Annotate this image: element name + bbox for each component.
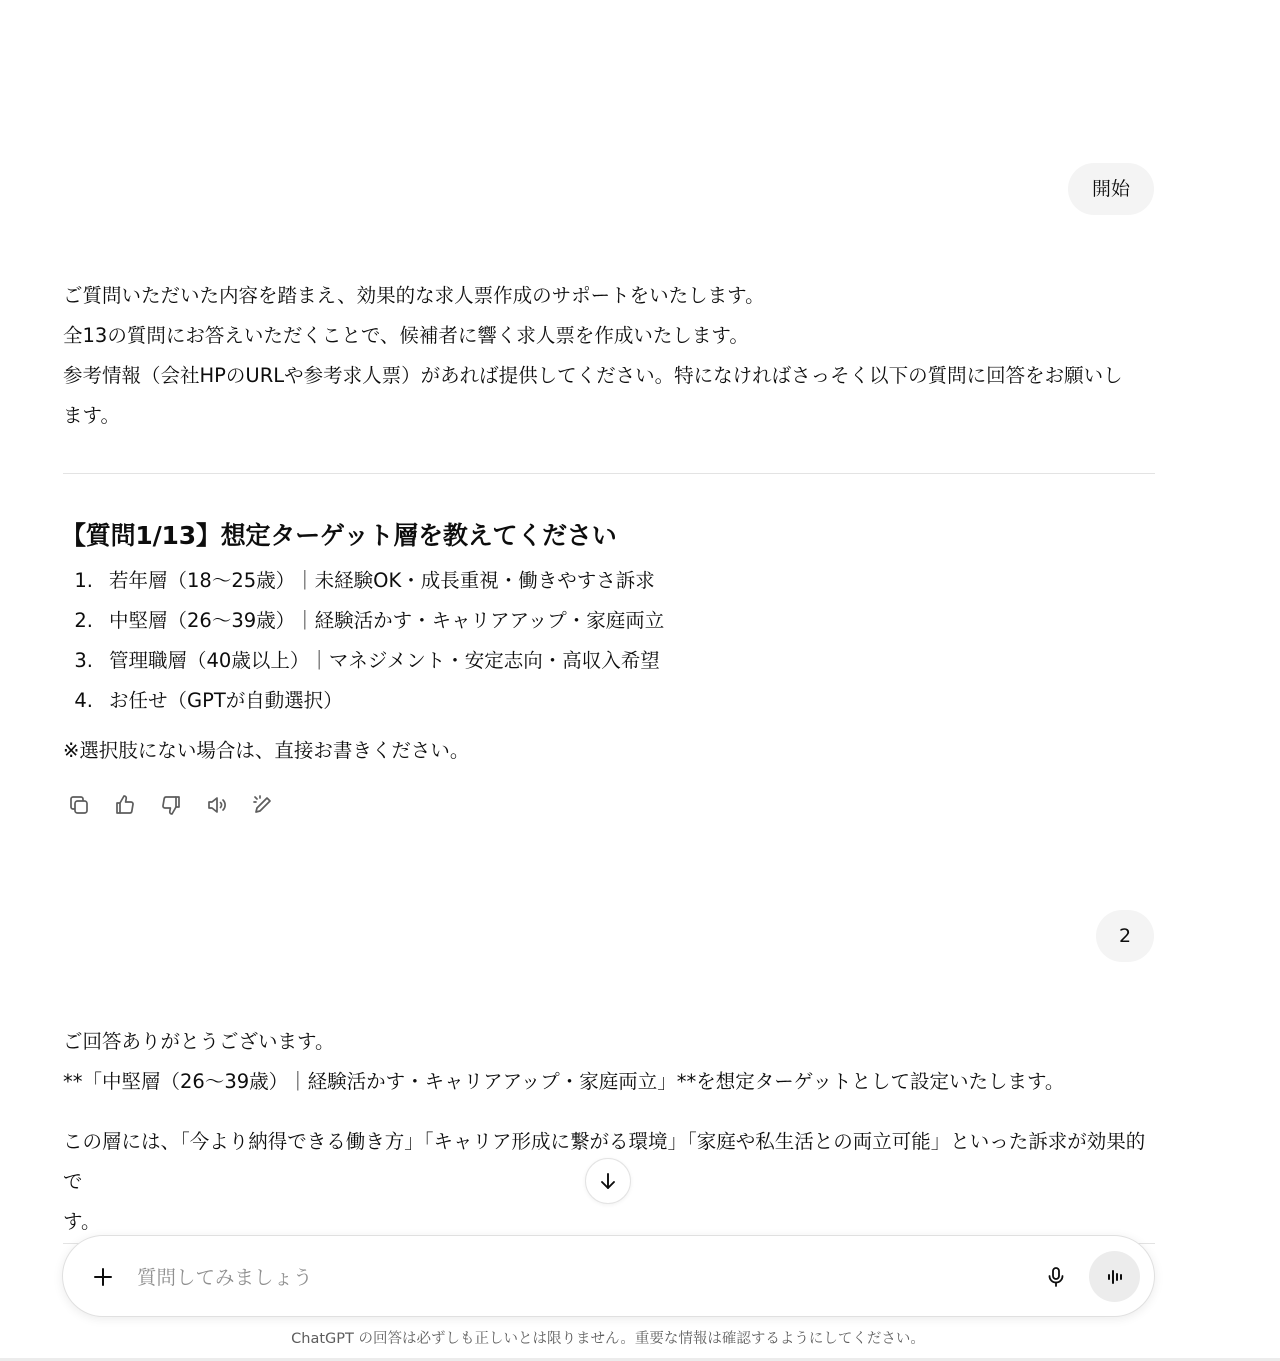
question-heading: 【質問1/13】想定ターゲット層を教えてください	[61, 521, 617, 550]
user-message-text: 2	[1118, 925, 1132, 947]
scroll-to-bottom-button[interactable]	[585, 1158, 631, 1204]
voice-mode-button[interactable]	[1089, 1251, 1140, 1302]
message-line: この層には、「今より納得できる働き方」「キャリア形成に繋がる環境」「家庭や私生活との両立可能」といった訴求が効果的で	[63, 1130, 1146, 1193]
message-line: ます。	[63, 404, 120, 427]
good-response-button[interactable]	[109, 788, 141, 822]
user-message-bubble	[1096, 910, 1154, 962]
assistant-message	[63, 1022, 1155, 1242]
bad-response-button[interactable]	[155, 788, 187, 822]
list-text: お任せ（GPTが自動選択）	[109, 689, 343, 712]
message-line: す。	[63, 1210, 101, 1233]
chat-input[interactable]	[137, 1256, 997, 1298]
divider	[63, 473, 1155, 474]
user-message-text: 開始	[1091, 178, 1130, 200]
list-number: 1.	[74, 569, 93, 592]
list-text: 管理職層（40歳以上）｜マネジメント・安定志向・高収入希望	[109, 649, 660, 672]
thumbs-up-icon	[113, 793, 137, 817]
dictate-button[interactable]	[1039, 1260, 1073, 1294]
arrow-down-icon	[596, 1169, 620, 1193]
read-aloud-icon	[205, 793, 229, 817]
list-text: 若年層（18〜25歳）｜未経験OK・成長重視・働きやすさ訴求	[109, 569, 655, 592]
message-line: 全13の質問にお答えいただくことで、候補者に響く求人票を作成いたします。	[63, 324, 749, 347]
composer	[62, 1235, 1155, 1317]
edit-button[interactable]	[247, 788, 279, 822]
list-number: 3.	[74, 649, 93, 672]
message-line: 参考情報（会社HPのURLや参考求人票）があれば提供してください。特になければさっそく以下の質問に回答をお願いし	[63, 364, 1123, 387]
voice-waveform-icon	[1103, 1265, 1127, 1289]
plus-icon	[91, 1265, 115, 1289]
read-aloud-button[interactable]	[201, 788, 233, 822]
user-message-bubble	[1068, 163, 1154, 215]
paragraph-gap	[63, 1102, 1155, 1122]
message-line: **「中堅層（26〜39歳）｜経験活かす・キャリアアップ・家庭両立」**を想定ターゲットとして設定いたします。	[63, 1070, 1065, 1093]
copy-button[interactable]	[63, 788, 95, 822]
message-line: ご質問いただいた内容を踏まえ、効果的な求人票作成のサポートをいたします。	[63, 284, 765, 307]
edit-icon	[251, 793, 275, 817]
list-item	[63, 641, 664, 681]
thumbs-down-icon	[159, 793, 183, 817]
assistant-message	[63, 276, 1155, 436]
message-line: ご回答ありがとうございます。	[63, 1030, 335, 1053]
list-item	[63, 681, 664, 721]
list-number: 2.	[74, 609, 93, 632]
copy-icon	[67, 793, 91, 817]
options-list	[63, 561, 664, 721]
microphone-icon	[1044, 1265, 1068, 1289]
note-text: ※選択肢にない場合は、直接お書きください。	[63, 739, 470, 762]
list-text: 中堅層（26〜39歳）｜経験活かす・キャリアアップ・家庭両立	[109, 609, 665, 632]
list-item	[63, 561, 664, 601]
list-number: 4.	[74, 689, 93, 712]
list-item	[63, 601, 664, 641]
add-attachment-button[interactable]	[87, 1261, 119, 1293]
disclaimer-text: ChatGPT の回答は必ずしも正しいとは限りません。重要な情報は確認するようにしてください。	[291, 1331, 925, 1347]
message-actions	[63, 788, 279, 822]
